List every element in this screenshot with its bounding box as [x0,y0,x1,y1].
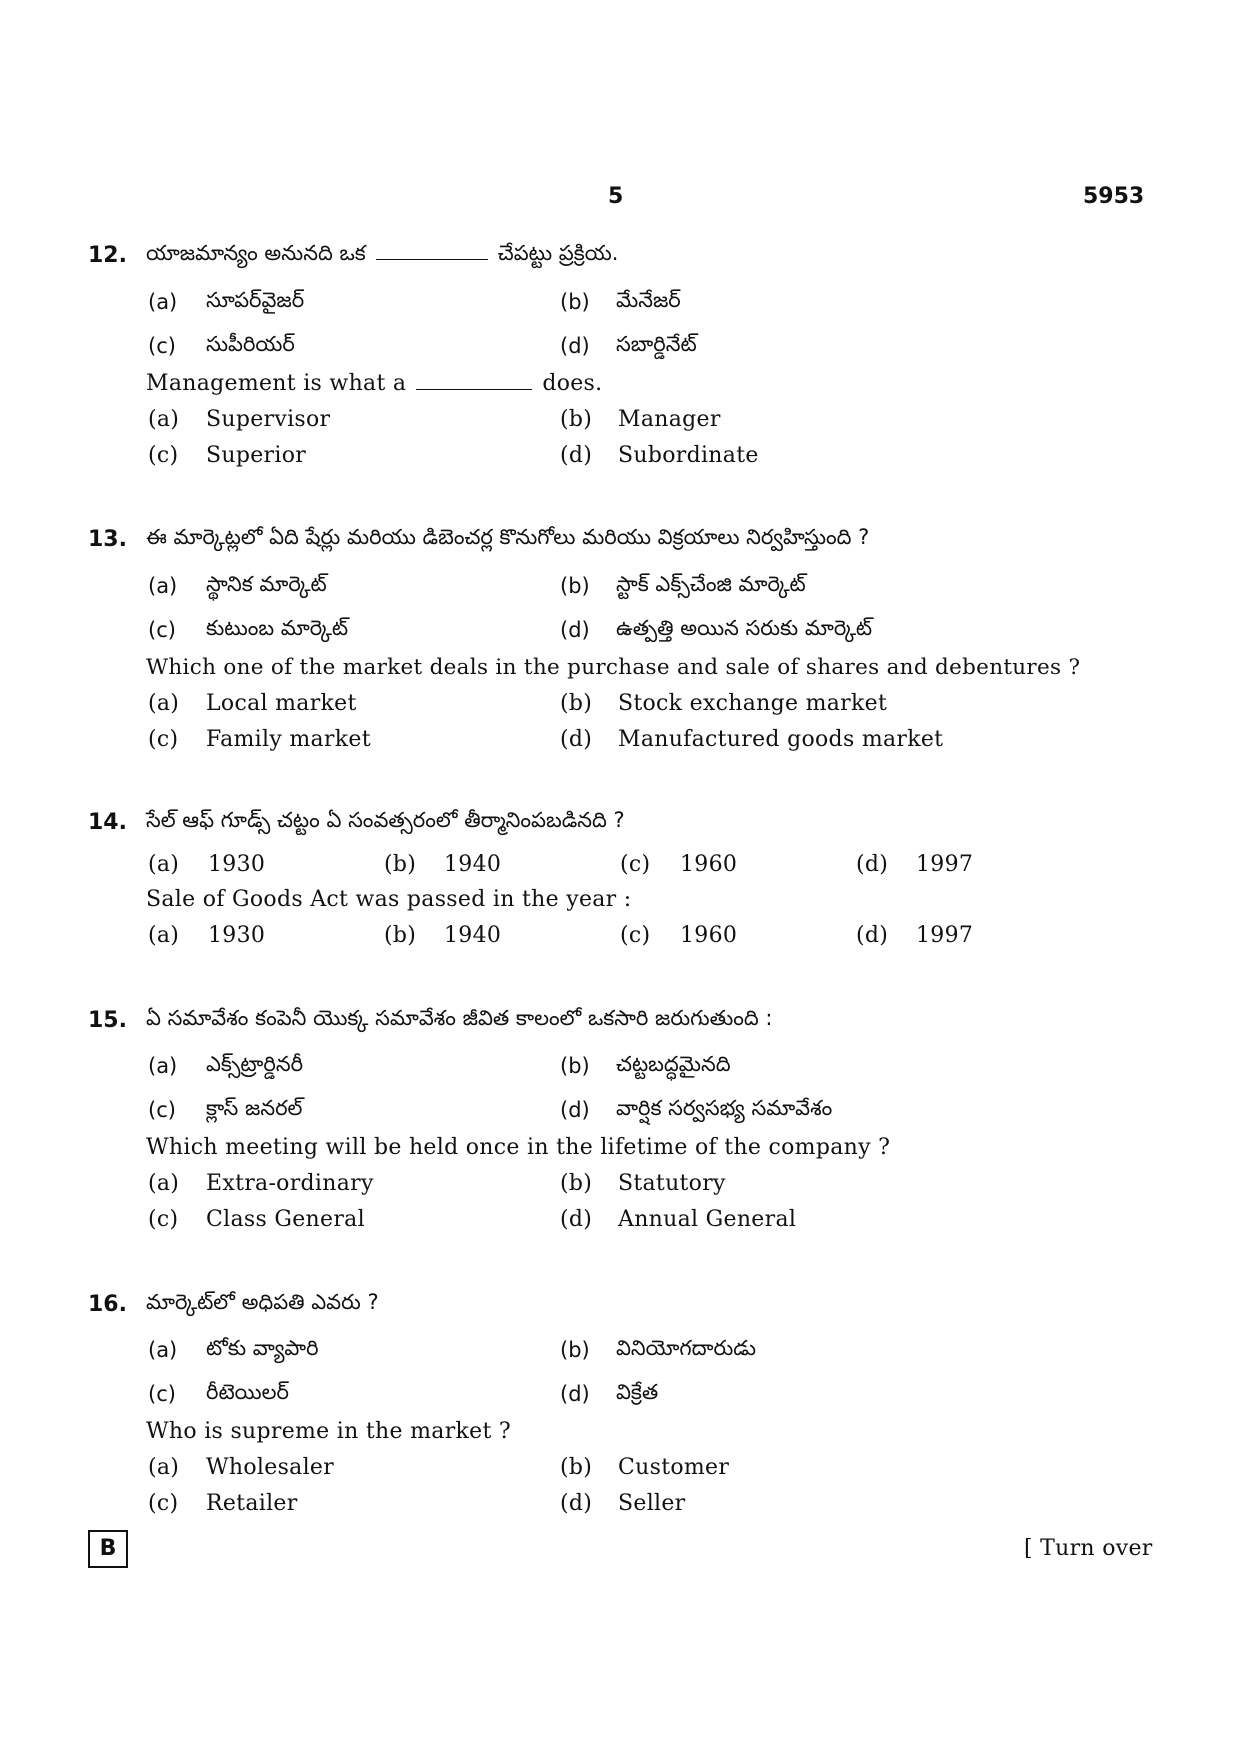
option-label: (a) [148,574,178,598]
option-text: Stock exchange market [618,691,888,716]
option-text: సుపీరియర్ [206,332,295,356]
option-label: (b) [560,1338,590,1362]
option-label: (d) [560,1207,593,1232]
option-label: (b) [384,852,417,877]
question-number: 13. [88,527,127,552]
option-label: (b) [384,923,417,948]
question-text-english: Management is what a does. [146,371,603,396]
option-text: 1940 [444,852,502,877]
option-text: 1997 [916,852,974,877]
option-text: ఉత్పత్తి అయిన సరుకు మార్కెట్ [616,616,873,640]
option-label: (b) [560,1171,593,1196]
option-label: (d) [560,1098,590,1122]
option-label: (d) [560,618,590,642]
option-label: (b) [560,691,593,716]
option-text: Seller [618,1491,686,1516]
option-label: (d) [856,923,889,948]
option-label: (b) [560,290,590,314]
option-text: Family market [206,727,371,752]
option-text: Customer [618,1455,730,1480]
option-label: (c) [148,1382,176,1406]
option-text: రీటెయిలర్ [206,1380,290,1404]
option-text: Manager [618,407,721,432]
option-label: (d) [856,852,889,877]
option-label: (c) [148,1491,179,1516]
question-text-telugu: సేల్ ఆఫ్ గూడ్స్ చట్టం ఏ సంవత్సరంలో తీర్మానింపబడినది ? [146,808,625,832]
question-number: 12. [88,243,127,268]
option-label: (d) [560,443,593,468]
option-text: సూపర్‌వైజర్ [206,288,305,312]
option-text: విక్రేత [616,1380,659,1404]
option-text: వినియోగదారుడు [616,1336,757,1360]
option-text: 1997 [916,923,974,948]
option-label: (a) [148,1171,180,1196]
option-label: (b) [560,1054,590,1078]
option-text: Retailer [206,1491,298,1516]
option-label: (a) [148,1455,180,1480]
question-text-telugu: యాజమాన్యం అనునది ఒక చేపట్టు ప్రక్రియ. [146,241,619,265]
option-label: (a) [148,923,180,948]
question-text-english: Which one of the market deals in the purchase and sale of shares and debentures ? [146,655,1081,680]
question-text-english: Sale of Goods Act was passed in the year : [146,887,632,912]
option-label: (d) [560,334,590,358]
question-number: 16. [88,1292,127,1317]
option-label: (c) [148,727,179,752]
option-text: 1960 [680,923,738,948]
fill-blank [376,258,488,260]
turn-over-note: [ Turn over [1024,1536,1153,1561]
option-label: (c) [148,334,176,358]
option-label: (a) [148,290,178,314]
option-text: స్థానిక మార్కెట్ [206,572,327,596]
option-text: Class General [206,1207,365,1232]
option-text: Wholesaler [206,1455,335,1480]
option-label: (a) [148,852,180,877]
option-label: (c) [148,618,176,642]
option-text: Statutory [618,1171,726,1196]
option-text: స్టాక్ ఎక్స్‌చేంజి మార్కెట్ [616,572,806,596]
option-label: (b) [560,1455,593,1480]
option-label: (c) [620,923,651,948]
question-number: 15. [88,1008,127,1033]
booklet-code-box: B [88,1530,128,1568]
option-label: (c) [620,852,651,877]
option-text: 1960 [680,852,738,877]
option-text: Local market [206,691,357,716]
option-text: సబార్డినేట్ [616,332,697,356]
question-text-english: Which meeting will be held once in the lifetime of the company ? [146,1135,891,1160]
option-label: (c) [148,1207,179,1232]
option-text: కుటుంబ మార్కెట్ [206,616,349,640]
question-text-telugu: మార్కెట్‌లో అధిపతి ఎవరు ? [146,1290,379,1314]
option-text: చట్టబద్ధమైనది [616,1052,731,1076]
option-text: ఎక్స్‌ట్రార్డినరీ [206,1052,304,1076]
option-label: (b) [560,407,593,432]
option-text: Manufactured goods market [618,727,944,752]
question-text-english: Who is supreme in the market ? [146,1419,511,1444]
option-label: (d) [560,727,593,752]
option-label: (d) [560,1382,590,1406]
option-label: (a) [148,691,180,716]
fill-blank [416,388,532,390]
option-label: (c) [148,1098,176,1122]
option-text: టోకు వ్యాపారి [206,1336,319,1360]
question-number: 14. [88,810,127,835]
option-text: 1930 [208,852,266,877]
question-text-telugu: ఈ మార్కెట్లలో ఏది షేర్లు మరియు డిబెంచర్ల కొనుగోలు మరియు విక్రయాలు నిర్వహిస్తుంది ? [146,525,870,549]
option-label: (d) [560,1491,593,1516]
option-label: (a) [148,407,180,432]
option-text: Subordinate [618,443,759,468]
option-text: Superior [206,443,307,468]
option-text: 1940 [444,923,502,948]
paper-code: 5953 [1083,184,1145,209]
option-label: (a) [148,1338,178,1362]
option-text: Supervisor [206,407,331,432]
option-text: 1930 [208,923,266,948]
option-label: (c) [148,443,179,468]
option-text: Extra-ordinary [206,1171,374,1196]
option-label: (a) [148,1054,178,1078]
page-number: 5 [608,184,624,209]
option-text: వార్షిక సర్వసభ్య సమావేశం [616,1096,833,1120]
option-label: (b) [560,574,590,598]
question-text-telugu: ఏ సమావేశం కంపెనీ యొక్క సమావేశం జీవిత కాలంలో ఒకసారి జరుగుతుంది : [146,1006,773,1030]
option-text: క్లాస్ జనరల్ [206,1096,303,1120]
option-text: మేనేజర్ [616,288,681,312]
option-text: Annual General [618,1207,797,1232]
